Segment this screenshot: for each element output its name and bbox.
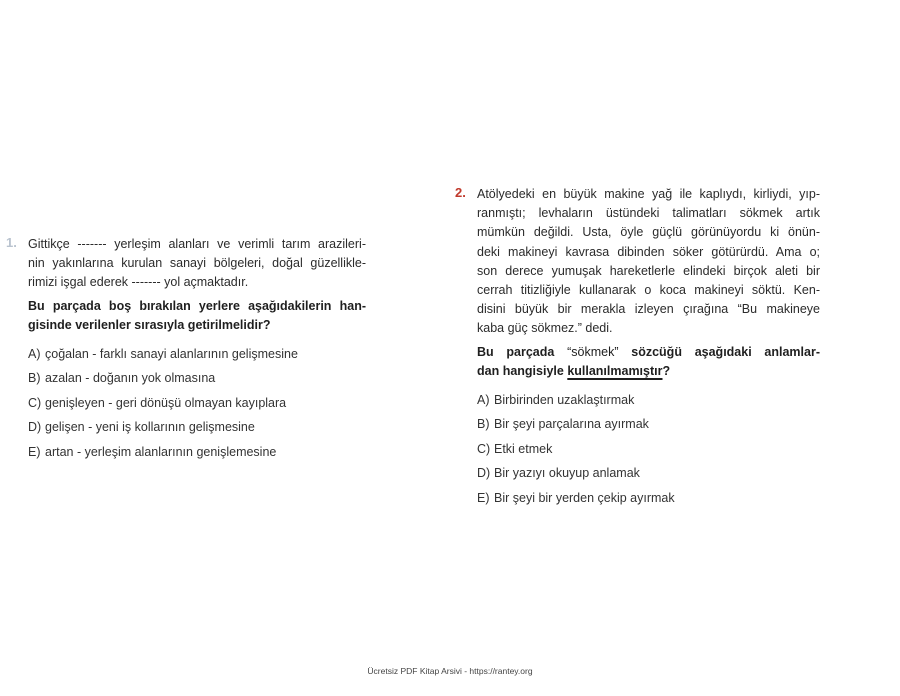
- question-1: [6, 235, 366, 464]
- question-number: 1.: [6, 235, 17, 250]
- option-text: Bir şeyi bir yerden çekip ayırmak: [494, 490, 675, 505]
- option-label: E): [28, 444, 41, 459]
- passage-line: cerrah titizliğiyle kullanarak o koca makineyi söktü. Ken-: [477, 282, 820, 297]
- option-d[interactable]: [28, 415, 366, 440]
- stem-line: [477, 343, 820, 362]
- stem-underlined-word: kullanılmamıştır: [567, 363, 663, 378]
- stem-line: Bu parçada boş bırakılan yerlere aşağıdakilerin han-: [28, 298, 366, 313]
- option-label: A): [28, 346, 41, 361]
- option-text: Etki etmek: [494, 441, 553, 456]
- option-b[interactable]: [28, 366, 366, 391]
- stem-text: ?: [662, 363, 671, 378]
- question-2: [455, 185, 820, 510]
- option-text: gelişen - yeni iş kollarının gelişmesine: [45, 420, 255, 435]
- passage-line: disini büyük bir merakla izleyen çırağına “Bu makineye: [477, 302, 820, 317]
- question-stem: [28, 297, 366, 335]
- answer-options: [28, 342, 366, 465]
- option-label: C): [28, 395, 42, 410]
- option-c[interactable]: [477, 437, 820, 462]
- option-text: genişleyen - geri dönüşü olmayan kayıplara: [45, 395, 287, 410]
- option-text: Bir şeyi parçalarına ayırmak: [494, 417, 649, 432]
- option-text: Birbirinden uzaklaştırmak: [494, 392, 635, 407]
- passage-line: Gittikçe ------- yerleşim alanları ve verimli tarım arazileri-: [28, 237, 366, 251]
- passage-line: son derece yumuşak hareketlerle elindeki birçok aleti bir: [477, 263, 820, 278]
- page-footer: Ücretsiz PDF Kitap Arsivi - https://rantey.org: [367, 666, 533, 676]
- option-label: E): [477, 490, 490, 505]
- passage-line: rimizi işgal ederek ------- yol açmaktadır.: [28, 275, 249, 290]
- passage-line: mümkün değildi. Usta, öyle güçlü görünüyordu ki önün-: [477, 225, 820, 240]
- option-d[interactable]: [477, 461, 820, 486]
- stem-quoted-word: “sökmek”: [567, 344, 619, 359]
- stem-text: dan hangisiyle: [477, 363, 568, 378]
- answer-options: [477, 388, 820, 511]
- passage-line: kaba güç sökmez.” dedi.: [477, 321, 613, 336]
- option-label: B): [28, 371, 41, 386]
- passage-line: deki makineyi kavrasa dibinden söker götürürdü. Ama o;: [477, 244, 820, 259]
- stem-line: [477, 362, 820, 381]
- option-a[interactable]: [28, 342, 366, 367]
- option-label: C): [477, 441, 491, 456]
- option-e[interactable]: [28, 440, 366, 465]
- stem-line: gisinde verilenler sırasıyla getirilmelidir?: [28, 317, 271, 332]
- option-b[interactable]: [477, 412, 820, 437]
- stem-text: Bu parçada: [477, 344, 568, 359]
- option-text: Bir yazıyı okuyup anlamak: [494, 466, 640, 481]
- stem-text: sözcüğü aşağıdaki anlamlar-: [618, 344, 821, 359]
- option-a[interactable]: [477, 388, 820, 413]
- question-number: 2.: [455, 185, 466, 200]
- passage-line: Atölyedeki en büyük makine yağ ile kaplıydı, kirliydi, yıp-: [477, 187, 820, 201]
- option-label: A): [477, 392, 490, 407]
- option-c[interactable]: [28, 391, 366, 416]
- question-stem: [477, 343, 820, 381]
- passage-line: nin yakınlarına kurulan sanayi bölgeleri, doğal güzellikle-: [28, 256, 366, 271]
- option-label: D): [28, 420, 42, 435]
- passage-line: ranmıştı; levhaların üstündeki talimatları sökmek artık: [477, 206, 820, 221]
- option-text: azalan - doğanın yok olmasına: [45, 371, 216, 386]
- question-body: [28, 235, 366, 464]
- option-text: çoğalan - farklı sanayi alanlarının gelişmesine: [45, 346, 298, 361]
- option-label: D): [477, 466, 491, 481]
- option-text: artan - yerleşim alanlarının genişlemesine: [45, 444, 277, 459]
- option-e[interactable]: [477, 486, 820, 511]
- question-body: [477, 185, 820, 510]
- option-label: B): [477, 417, 490, 432]
